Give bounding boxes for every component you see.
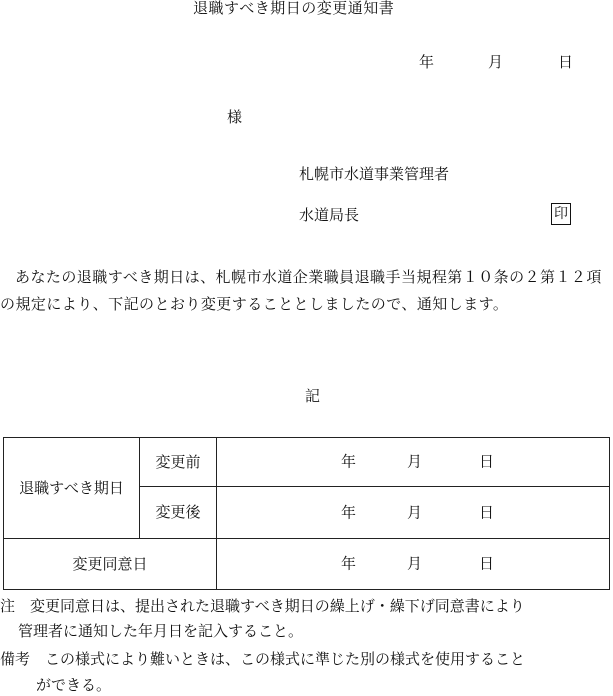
consent-month-label: 月: [407, 554, 423, 573]
before-year-label: 年: [341, 452, 357, 471]
table-row-before: [4, 438, 610, 487]
consent-date-label: 変更同意日: [4, 539, 217, 590]
remark-line-1: 備考 この様式により難いときは、この様式に準じた別の様式を使用すること: [0, 650, 526, 668]
retirement-date-label: 退職すべき期日: [4, 438, 140, 539]
issue-date-month-label: 月: [488, 53, 504, 71]
note-line-1: 注 変更同意日は、提出された退職すべき期日の繰上げ・繰下げ同意書により: [0, 597, 525, 615]
addressee-suffix: 様: [227, 108, 243, 126]
remark-line-2: ができる。: [36, 676, 112, 694]
after-day-label: 日: [479, 503, 495, 521]
seal-stamp: 印: [551, 203, 571, 225]
after-month-label: 月: [407, 503, 423, 521]
sender-organization: 札幌市水道事業管理者: [299, 165, 450, 183]
before-day-label: 日: [479, 452, 495, 471]
before-date-cell: [217, 438, 610, 487]
after-year-label: 年: [341, 503, 357, 521]
table-row-consent: [4, 539, 610, 590]
before-month-label: 月: [407, 452, 423, 471]
consent-year-label: 年: [341, 554, 357, 573]
ki-heading: 記: [305, 387, 321, 405]
consent-day-label: 日: [479, 554, 495, 573]
notice-body: あなたの退職すべき期日は、札幌市水道企業職員退職手当規程第１０条の２第１２項の規定により、下記のとおり変更することとしましたので、通知します。: [0, 268, 602, 313]
document-title: 退職すべき期日の変更通知書: [193, 0, 395, 17]
before-label: 変更前: [140, 438, 217, 487]
issue-date-year-label: 年: [419, 53, 435, 71]
sender-title: 水道局長: [299, 206, 360, 224]
after-label: 変更後: [140, 487, 217, 539]
date-table: [3, 437, 610, 590]
issue-date-day-label: 日: [558, 53, 574, 71]
consent-date-cell: [217, 539, 610, 590]
after-date-cell: [217, 487, 610, 539]
note-line-2: 管理者に通知した年月日を記入すること。: [18, 622, 304, 640]
